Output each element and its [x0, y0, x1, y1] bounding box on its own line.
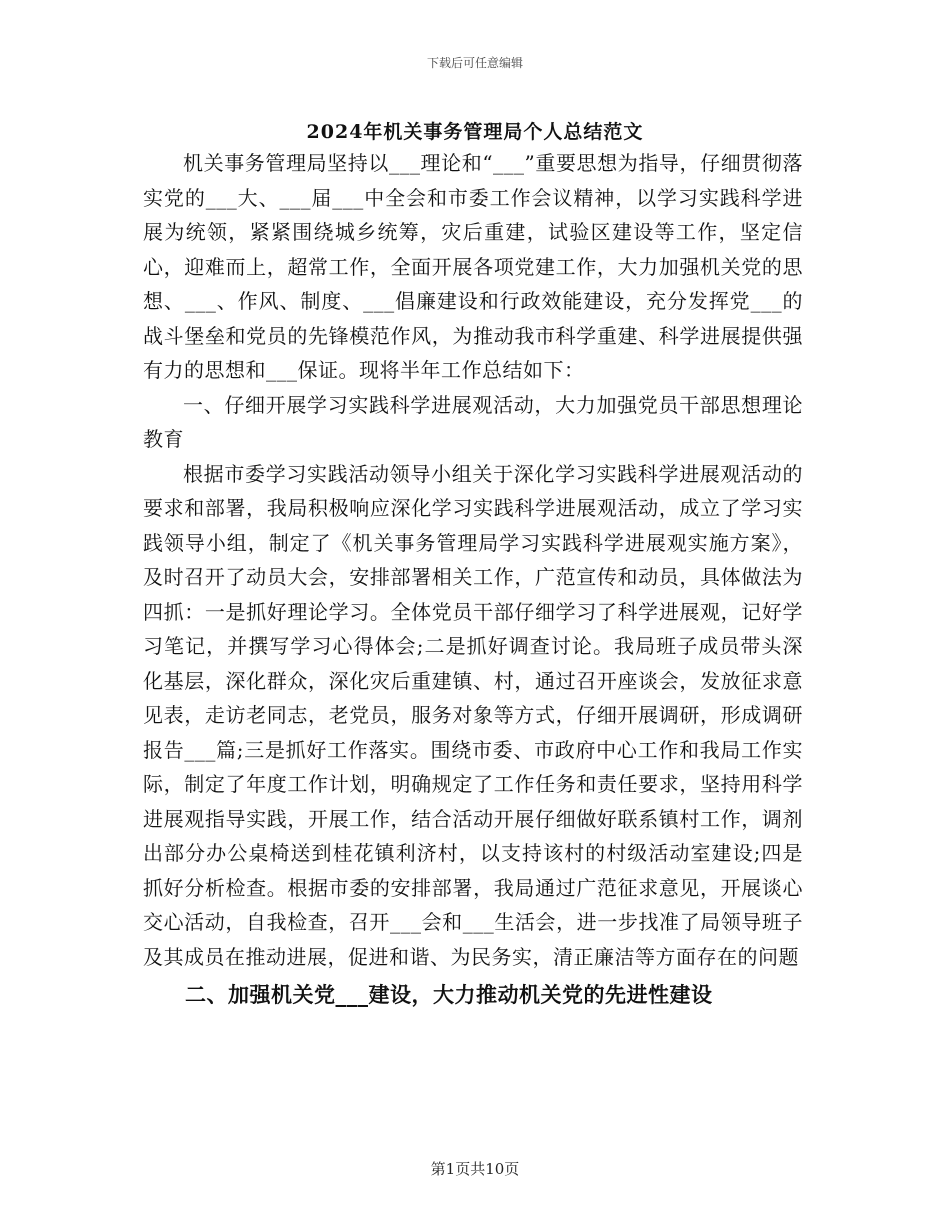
page-number: 第1页共10页: [430, 1160, 520, 1178]
section-paragraph-1: 根据市委学习实践活动领导小组关于深化学习实践科学进展观活动的要求和部署，我局积极响应深化学习实践科学进展观活动，成立了学习实践领导小组，制定了《机关事务管理局学习实践科学进展观实施方案》，及时召开了动员大会，安排部署相关工作，广范宣传和动员，具体做法为四抓：一是抓好理论学习。全体党员干部仔细学习了科学进展观，记好学习笔记，并撰写学习心得体会;二是抓好调查讨论。我局班子成员带头深化基层，深化群众，深化灾后重建镇、村，通过召开座谈会，发放征求意见表，走访老同志，老党员，服务对象等方式，仔细开展调研，形成调研报告___篇;三是抓好工作落实。围绕市委、市政府中心工作和我局工作实际，制定了年度工作计划，明确规定了工作任务和责任要求，坚持用科学进展观指导实践，开展工作，结合活动开展仔细做好联系镇村工作，调剂出部分办公桌椅送到桂花镇利济村，以支持该村的村级活动室建设;四是抓好分析检查。根据市委的安排部署，我局通过广范征求意见，开展谈心交心活动，自我检查，召开___会和___生活会，进一步找准了局领导班子及其成员在推动进展，促进和谐、为民务实，清正廉洁等方面存在的问题: [143, 461, 803, 969]
section-heading-1: 一、仔细开展学习实践科学进展观活动，大力加强党员干部思想理论教育: [143, 392, 803, 451]
intro-paragraph: 机关事务管理局坚持以___理论和“___”重要思想为指导，仔细贯彻落实党的___大、___届___中全会和市委工作会议精神，以学习实践科学进展为统领，紧紧围绕城乡统筹，灾后重建，试验区建设等工作，坚定信心，迎难而上，超常工作，全面开展各项党建工作，大力加强机关党的思想、___、作风、制度、___倡廉建设和行政效能建设，充分发挥党___的战斗堡垒和党员的先锋模范作风，为推动我市科学重建、科学进展提供强有力的思想和___保证。现将半年工作总结如下：: [143, 151, 803, 382]
document-title: 2024年机关事务管理局个人总结范文: [306, 121, 644, 143]
document-body: [143, 146, 803, 1013]
section-heading-2: 二、加强机关党___建设，大力推动机关党的先进性建设: [185, 982, 713, 1007]
page-header-note: 下载后可任意编辑: [426, 56, 523, 70]
